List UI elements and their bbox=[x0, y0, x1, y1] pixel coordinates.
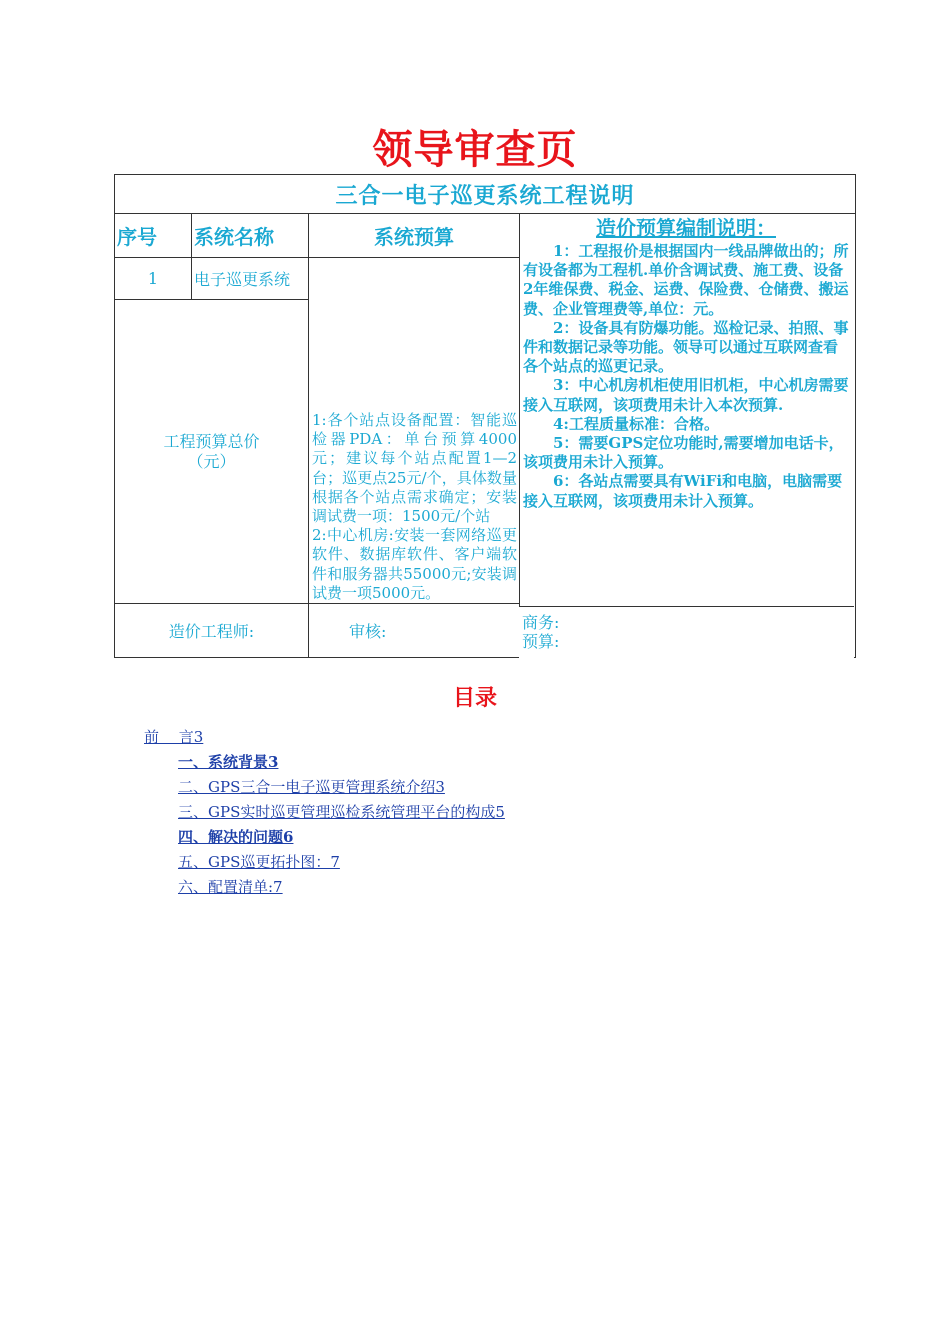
note-item: 2：设备具有防爆功能。巡检记录、拍照、事件和数据记录等功能。领导可以通过互联网查看各个站点的巡更记录。 bbox=[523, 318, 849, 376]
budget-line: 1:各个站点设备配置：智能巡检器PDA：单台预算4000元；建议每个站点配置1—2台；巡更点25元/个，具体数量根据各个站点需求确定；安装调试费一项：1500元/个站 bbox=[312, 410, 517, 525]
review-table bbox=[114, 174, 856, 658]
toc-item-config-list[interactable]: 六、配置清单:7 bbox=[178, 878, 283, 896]
budget-line: 2:中心机房:安装一套网络巡更软件、数据库软件、客户端软件和服务器共55000元;安装调试费一项5000元。 bbox=[312, 526, 517, 602]
row-system-name: 电子巡更系统 bbox=[192, 258, 309, 300]
toc-item-topology[interactable]: 五、GPS巡更拓扑图：7 bbox=[178, 853, 340, 871]
review-label: 审核: bbox=[309, 604, 520, 658]
note-item: 6：各站点需要具有WiFi和电脑，电脑需要接入互联网，该项费用未计入预算。 bbox=[523, 472, 843, 510]
toc-item-introduction[interactable]: 二、GPS三合一电子巡更管理系统介绍3 bbox=[178, 778, 445, 796]
toc-item-platform[interactable]: 三、GPS实时巡更管理巡检系统管理平台的构成5 bbox=[178, 803, 505, 821]
budget-label: 预算: bbox=[522, 632, 560, 651]
toc-item-problems[interactable]: 四、解决的问题6 bbox=[178, 828, 294, 846]
note-item: 5：需要GPS定位功能时,需要增加电话卡，该项费用未计入预算。 bbox=[523, 434, 844, 472]
toc-title: 目录 bbox=[452, 685, 497, 711]
header-index: 序号 bbox=[115, 214, 192, 258]
table-title: 三合一电子巡更系统工程说明 bbox=[115, 175, 856, 214]
total-label: 工程预算总价 （元） bbox=[115, 300, 309, 604]
toc-item-background[interactable]: 一、系统背景3 bbox=[178, 753, 279, 771]
row-index: 1 bbox=[115, 258, 192, 300]
note-item: 1：工程报价是根据国内一线品牌做出的；所有设备都为工程机.单价含调试费、施工费、设备2年维保费、税金、运费、保险费、仓储费、搬运费、企业管理费等,单位：元。 bbox=[523, 242, 849, 318]
signature-right bbox=[519, 606, 854, 660]
note-item: 4:工程质量标准：合格。 bbox=[553, 414, 719, 433]
header-budget: 系统预算 bbox=[309, 214, 520, 258]
toc-item-preface[interactable]: 前 言3 bbox=[144, 728, 204, 746]
page-title: 领导审查页 bbox=[372, 126, 578, 173]
budget-cell bbox=[309, 258, 520, 604]
engineer-label: 造价工程师: bbox=[115, 604, 309, 658]
note-item: 3：中心机房机柜使用旧机柜，中心机房需要接入互联网，该项费用未计入本次预算. bbox=[523, 376, 849, 414]
header-system-name: 系统名称 bbox=[192, 214, 309, 258]
business-label: 商务: bbox=[522, 613, 560, 632]
notes-title: 造价预算编制说明： bbox=[596, 216, 776, 240]
notes-cell bbox=[520, 214, 856, 658]
